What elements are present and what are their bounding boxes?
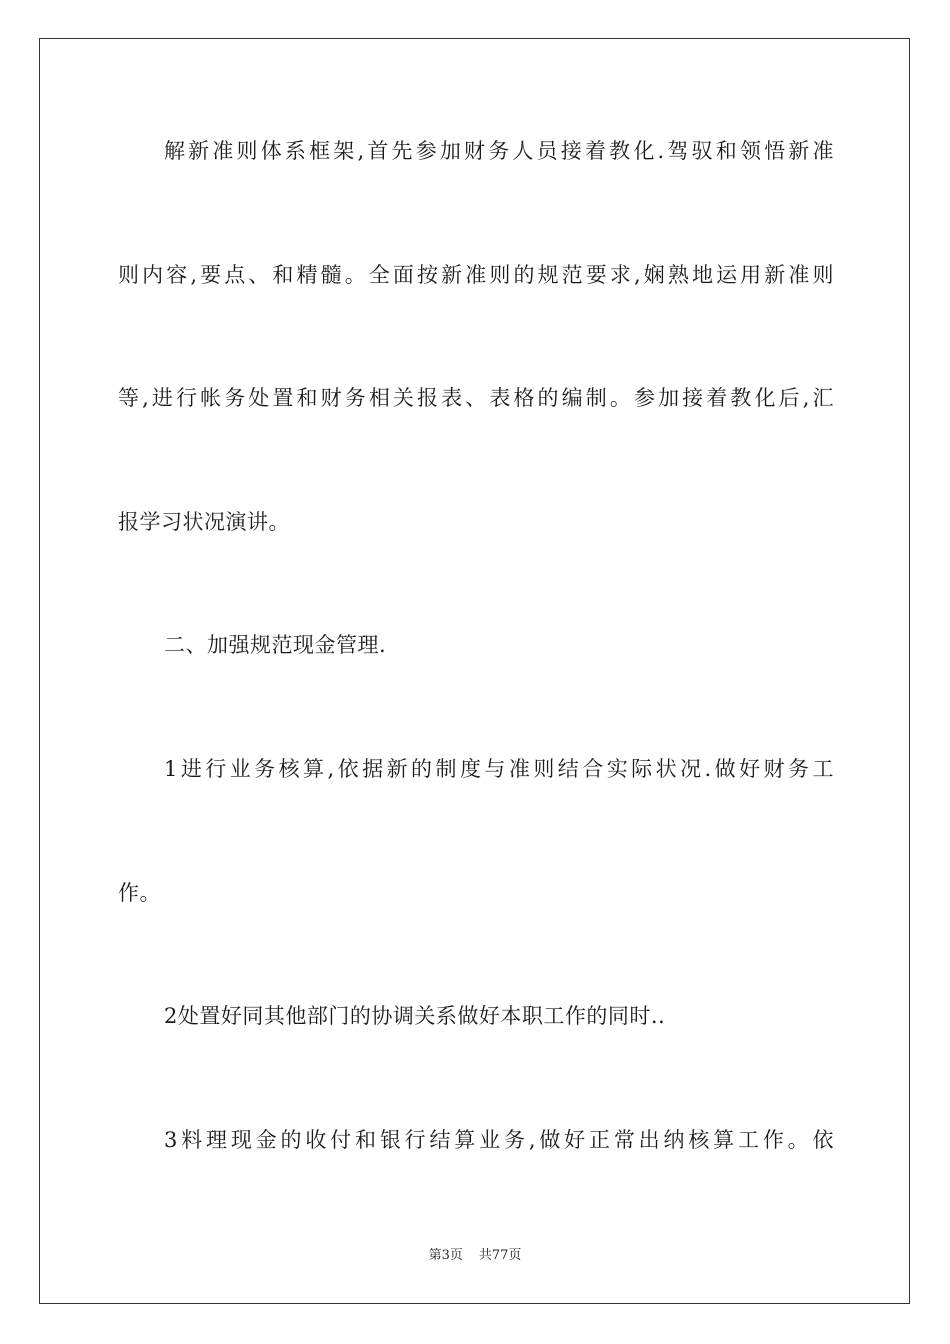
- document-body: [118, 0, 834, 1260]
- page-number: 第3页: [428, 1248, 463, 1263]
- paragraph-line: 1进行业务核算,依据新的制度与准则结合实际状况.做好财务工: [164, 757, 834, 781]
- paragraph-line: 则内容,要点、和精髓。全面按新准则的规范要求,娴熟地运用新准则: [118, 263, 834, 287]
- paragraph-line: 等,进行帐务处置和财务相关报表、表格的编制。参加接着教化后,汇: [118, 386, 834, 410]
- page-total: 共77页: [478, 1248, 522, 1263]
- paragraph-line: 作。: [118, 881, 161, 905]
- paragraph-line: 2处置好同其他部门的协调关系做好本职工作的同时..: [164, 1004, 666, 1028]
- paragraph-line: 报学习状况演讲。: [118, 510, 290, 534]
- paragraph-line: 解新准则体系框架,首先参加财务人员接着教化.驾驭和领悟新准: [164, 139, 834, 163]
- section-heading: 二、加强规范现金管理.: [164, 633, 387, 657]
- paragraph-line: 3料理现金的收付和银行结算业务,做好正常出纳核算工作。依: [164, 1128, 834, 1152]
- page-footer: [0, 1247, 950, 1265]
